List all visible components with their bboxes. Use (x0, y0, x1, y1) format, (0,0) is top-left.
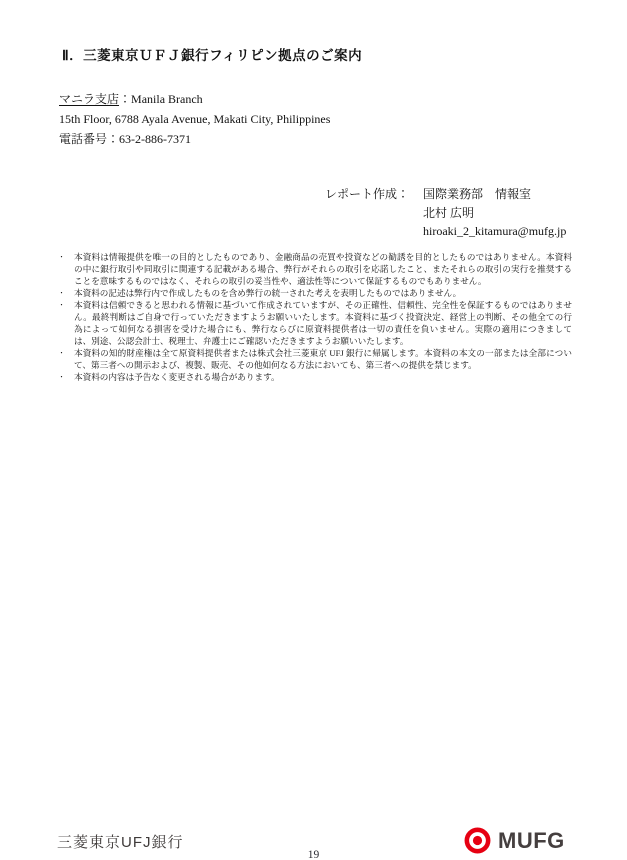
mufg-wordmark: MUFG (498, 828, 565, 853)
branch-phone-line (59, 129, 330, 149)
branch-name-jp: マニラ支店 (59, 92, 120, 106)
phone-label: 電話番号： (59, 132, 120, 146)
branch-info (59, 89, 330, 149)
report-credit (325, 185, 566, 241)
disclaimer-list (57, 251, 572, 383)
disclaimer-item: ・ 本資料は信頼できると思われる情報に基づいて作成されていますが、その正確性、信頼性、完全性を保証するものではありません。最終判断はご自身で行っていただきますようお願いいたします。本資料に基づく投資決定、経営上の判断、その他全ての行為によって如何なる損害を受けた場合にも、弊行ならびに原資料提供者は一切の責任を負いません。実際の適用につきましては、別途、公認会計士、税理士、弁護士にご確認いただきますようお願いいたします。 (57, 299, 572, 347)
page-number: 19 (307, 849, 320, 860)
report-department: 国際業務部 情報室 (423, 187, 532, 201)
page-title: Ⅱ．三菱東京ＵＦＪ銀行フィリピン拠点のご案内 (62, 48, 363, 63)
disclaimer-item: ・ 本資料は情報提供を唯一の目的としたものであり、金融商品の売買や投資などの勧誘を目的としたものではありません。本資料の中に銀行取引や同取引に関連する記載がある場合、弊行がそれらの取引を応諾したこと、またそれらの取引の実行を推奨することを意味するものではなく、それらの取引の妥当性や、適法性等について保証するものでもありません。 (57, 251, 572, 287)
branch-name-separator: ： (119, 92, 132, 106)
branch-address: 15th Floor, 6788 Ayala Avenue, Makati City, Philippines (59, 112, 331, 126)
report-credit-label: レポート作成： (325, 187, 410, 201)
footer-bank-name: 三菱東京UFJ銀行 (57, 834, 184, 851)
disclaimer-block (57, 251, 572, 383)
phone-number: 63-2-886-7371 (119, 132, 192, 146)
disclaimer-item: ・ 本資料の知的財産権は全て原資料提供者または株式会社三菱東京 UFJ 銀行に帰属します。本資料の本文の一部または全部について、第三者への開示および、複製、販売、その他如何なる方法においても、第三者への提供を禁じます。 (57, 347, 572, 371)
disclaimer-item: ・ 本資料の内容は予告なく変更される場合があります。 (57, 371, 572, 383)
report-credit-values (423, 185, 566, 241)
branch-name-en: Manila Branch (131, 92, 203, 106)
disclaimer-item: ・ 本資料の記述は弊行内で作成したものを含め弊行の統一された考えを表明したものではありません。 (57, 287, 572, 299)
report-email: hiroaki_2_kitamura@mufg.jp (423, 224, 567, 238)
report-author: 北村 広明 (423, 205, 475, 220)
branch-name-line (59, 89, 330, 109)
